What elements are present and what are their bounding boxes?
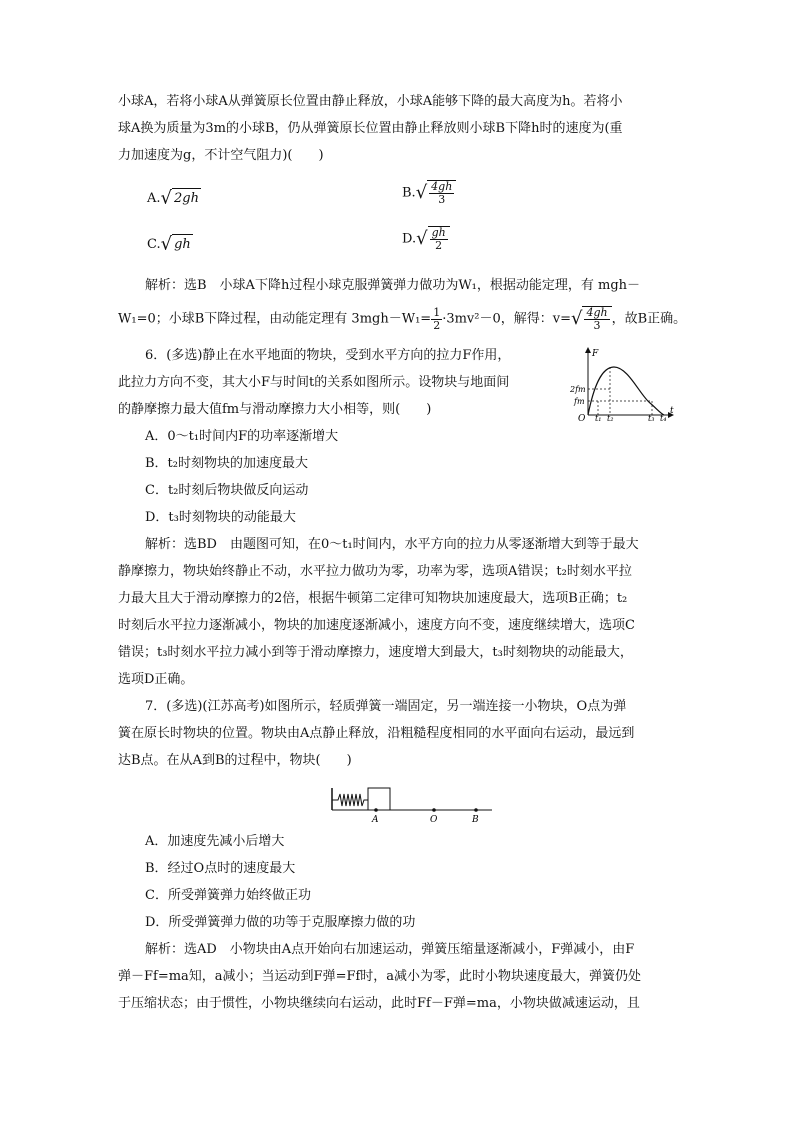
q7-solution-line-2: 弹－Ff=ma知，a减小；当运动到F弹=Ff时，a减小为零，此时小物块速度最大，弹簧仍处: [118, 969, 642, 984]
q6-solution-line-1: 解析：选BD 由题图可知，在0～t₁时间内，水平方向的拉力从零逐渐增大到等于最大: [145, 537, 639, 552]
q6-solution-line-6: 选项D正确。: [118, 672, 194, 687]
q5-option-a-expr: 2gh: [172, 188, 201, 209]
q5-option-d-label: D.: [402, 231, 417, 247]
q5-solution-root: $\frac{4gh}{3}$: [582, 306, 611, 332]
point-b-label: B: [472, 815, 479, 825]
graph-origin-label: O: [578, 414, 586, 421]
graph-y-label: F: [592, 349, 599, 359]
q5-option-b: B.√ $\frac{4gh}{3}$: [402, 180, 456, 206]
q6-stem-line-2: 此拉力方向不变，其大小F与时间t的关系如图所示。设物块与地面间: [118, 375, 510, 390]
q5-stem-line-1: 小球A，若将小球A从弹簧原长位置由静止释放，小球A能够下降的最大高度为h。若将小: [118, 94, 623, 109]
q5-solution-line-1: 解析：选B 小球A下降h过程小球克服弹簧弹力做功为W₁，根据动能定理，有 mgh－: [145, 278, 641, 293]
q5-stem-line-3: 力加速度为g，不计空气阻力)( ): [118, 148, 324, 163]
q5-option-c-label: C.: [147, 237, 161, 252]
q6-force-time-graph: [568, 345, 678, 421]
graph-tick-t3: t₃: [648, 414, 655, 421]
point-o-label: O: [430, 815, 438, 825]
graph-tick-2fm: 2fm: [570, 385, 586, 394]
graph-tick-fm: fm: [574, 397, 585, 406]
q5-solution-line-2: W₁=0；小球B下降过程，由动能定理有 3mgh－W₁= $\frac{1}{2}$ ·3mv²－0，解得：v=√ $\frac{4gh}{3}$ ，故B正确。: [118, 305, 687, 332]
graph-tick-t1: t₁: [595, 414, 602, 421]
q6-option-a: A．0～t₁时间内F的功率逐渐增大: [145, 429, 339, 444]
q6-stem-line-3: 的静摩擦力最大值fm与滑动摩擦力大小相等，则( ): [118, 402, 432, 417]
q5-option-d-fraction: [428, 226, 450, 252]
q5-option-a: A.√ 2gh: [147, 187, 199, 209]
q5-option-d-den: 2: [435, 239, 443, 252]
q6-solution-line-3: 力最大且大于滑动摩擦力的2倍，根据牛顿第二定律可知物块加速度最大，选项B正确；t₂: [118, 591, 628, 606]
q6-option-d: D．t₃时刻物块的动能最大: [145, 510, 296, 525]
q5-option-b-label: B.: [402, 185, 416, 201]
q5-option-d-num: gh: [431, 226, 446, 239]
q7-solution-line-3: 于压缩状态；由于惯性，小物块继续向右运动，此时Ff－F弹=ma，小物块做减速运动，且: [118, 996, 640, 1011]
q6-option-c: C．t₂时刻后物块做反向运动: [145, 483, 309, 498]
q5-option-b-den: 3: [438, 193, 446, 206]
q6-solution-line-4: 时刻后水平拉力逐渐减小，物块的加速度逐渐减小，速度方向不变，速度继续增大，选项C: [118, 618, 635, 633]
q5-option-d: D.√ $\frac{gh}{2}$: [402, 226, 450, 252]
q7-stem-line-3: 达B点。在从A到B的过程中，物块( ): [118, 753, 352, 768]
q5-solution-half: $\frac{1}{2}$: [433, 305, 441, 332]
q7-stem-line-2: 簧在原长时物块的位置。物块由A点静止释放，沿粗糙程度相同的水平面向右运动，最远到: [118, 726, 635, 741]
q5-option-b-fraction: [427, 180, 456, 206]
q5-option-c-expr: gh: [172, 234, 193, 255]
q7-option-d: D．所受弹簧弹力做的功等于克服摩擦力做的功: [145, 915, 416, 930]
graph-tick-t4: t₄: [660, 414, 667, 421]
q5-option-c: C.√ gh: [147, 233, 191, 255]
q6-stem-line-1: 6．(多选)静止在水平地面的物块，受到水平方向的拉力F作用，: [145, 348, 511, 363]
graph-x-label: t: [670, 406, 674, 416]
q7-option-a: A．加速度先减小后增大: [145, 834, 285, 849]
graph-tick-t2: t₂: [607, 414, 614, 421]
point-a-label: A: [372, 815, 379, 825]
block: [368, 788, 390, 810]
q5-stem-line-2: 球A换为质量为3m的小球B，仍从弹簧原长位置由静止释放则小球B下降h时的速度为(重: [118, 121, 623, 136]
q7-stem-line-1: 7．(多选)(江苏高考)如图所示，轻质弹簧一端固定，另一端连接一小物块，O点为弹: [145, 699, 627, 714]
q6-option-b: B．t₂时刻物块的加速度最大: [145, 456, 308, 471]
q7-option-c: C．所受弹簧弹力始终做正功: [145, 888, 311, 903]
q7-spring-block-figure: [326, 782, 496, 826]
q5-option-b-num: 4gh: [431, 180, 453, 193]
q6-solution-line-5: 错误；t₃时刻水平拉力减小到等于滑动摩擦力，速度增大到最大，t₃时刻物块的动能最大，: [118, 645, 633, 660]
q6-solution-line-2: 静摩擦力，物块始终静止不动，水平拉力做功为零，功率为零，选项A错误；t₂时刻水平拉: [118, 564, 632, 579]
q7-option-b: B．经过O点时的速度最大: [145, 861, 296, 876]
spring: [332, 794, 368, 806]
graph-force-curve: [588, 367, 664, 415]
q7-solution-line-1: 解析：选AD 小物块由A点开始向右加速运动，弹簧压缩量逐渐减小，F弹减小，由F: [145, 942, 635, 957]
q5-option-a-label: A.: [147, 191, 161, 206]
